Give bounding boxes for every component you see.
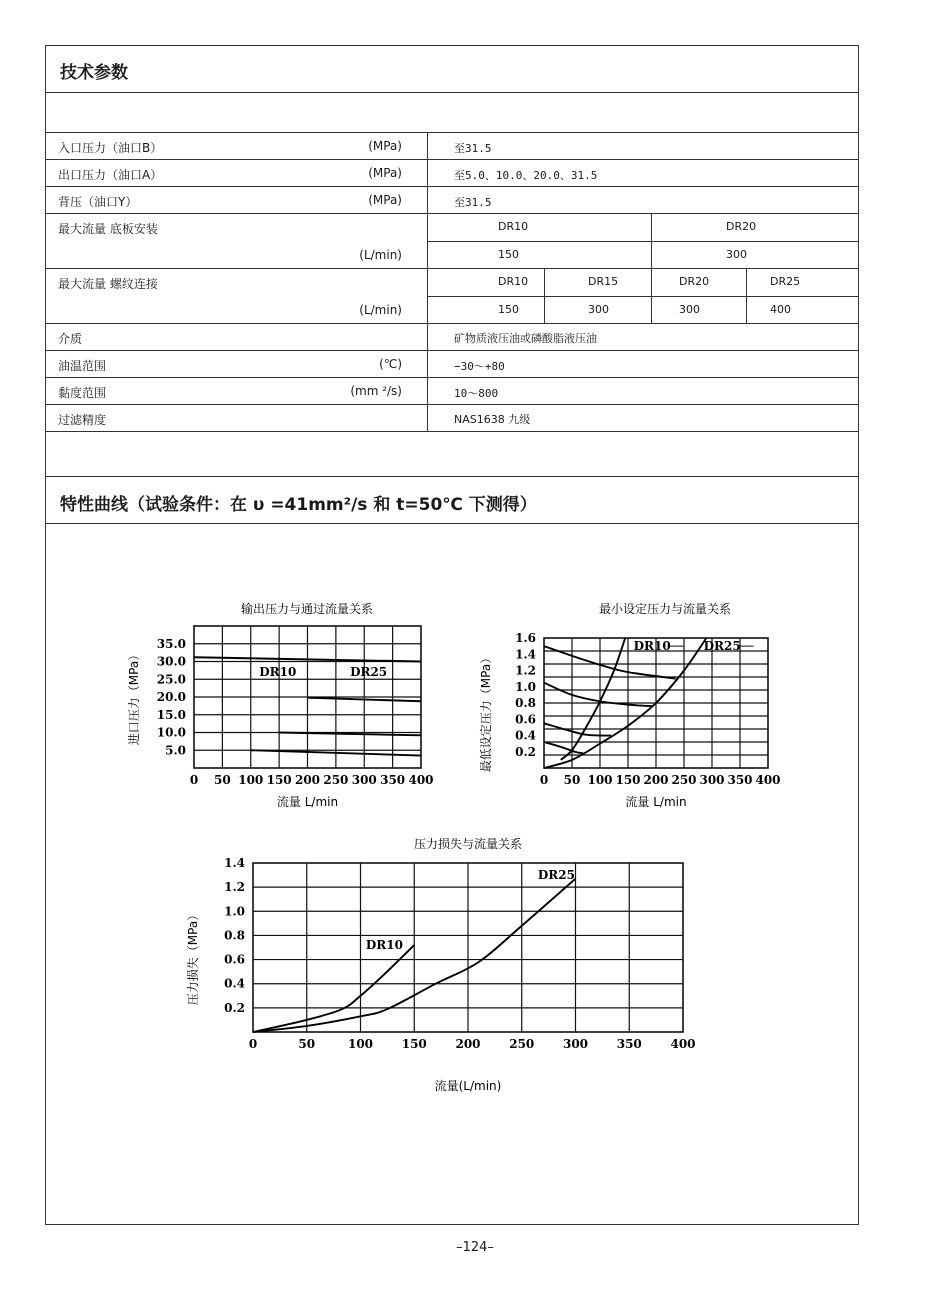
param-label: 油温范围 <box>58 359 107 373</box>
param-row <box>46 324 858 351</box>
param-label: 入口压力（油口B） <box>58 141 163 155</box>
y-axis-label: 压力损失（MPa） <box>186 908 200 1006</box>
x-tick-label: 200 <box>455 1037 481 1051</box>
section-header-tech-params <box>46 46 858 93</box>
x-tick-label: 350 <box>727 773 753 787</box>
y-axis-label: 最低设定压力（MPa） <box>479 651 493 773</box>
blank-row <box>46 93 858 133</box>
section-title: 技术参数 <box>60 63 128 83</box>
x-tick-label: 350 <box>380 773 406 787</box>
y-tick-label: 0.4 <box>515 728 536 743</box>
y-tick-label: 0.2 <box>224 1000 245 1015</box>
y-tick-label: 20.0 <box>156 690 186 704</box>
flow-threaded-row <box>46 269 858 324</box>
x-tick-label: 400 <box>670 1037 696 1051</box>
y-tick-label: 1.2 <box>515 663 536 678</box>
param-label: 过滤精度 <box>58 413 107 427</box>
x-tick-label: 50 <box>563 773 581 787</box>
y-tick-label: 1.2 <box>224 880 245 895</box>
flow-value-cell: 300 <box>651 241 858 268</box>
model-cell: DR25 400 <box>746 269 858 323</box>
x-tick-label: 200 <box>294 773 321 787</box>
x-tick-label: 350 <box>616 1037 642 1051</box>
y-tick-label: 0.8 <box>224 928 245 943</box>
y-tick-label: 5.0 <box>165 743 186 758</box>
y-tick-label: 25.0 <box>156 672 186 687</box>
x-tick-label: 400 <box>755 773 781 787</box>
param-row <box>46 133 858 160</box>
x-axis-label: 流量(L/min) <box>434 1079 502 1093</box>
y-tick-label: 1.4 <box>224 856 245 870</box>
series-label: DR10 <box>365 938 403 953</box>
y-tick-label: 0.4 <box>224 976 245 991</box>
model-cell: DR20 <box>651 214 858 241</box>
param-unit: (L/min) <box>359 248 402 262</box>
x-tick-label: 100 <box>238 773 264 787</box>
x-tick-label: 250 <box>671 773 697 787</box>
param-label: 背压（油口Y） <box>58 195 138 209</box>
param-row <box>46 187 858 214</box>
x-tick-label: 50 <box>298 1037 316 1051</box>
x-axis-label: 流量 L/min <box>625 795 687 809</box>
series-label: DR10 <box>259 665 297 680</box>
series-label: DR25 <box>350 665 388 680</box>
param-value: 至31.5 <box>454 142 492 155</box>
x-tick-label: 0 <box>539 773 549 787</box>
param-value: 10～800 <box>454 387 499 400</box>
x-tick-label: 300 <box>699 773 725 787</box>
model-cell: DR10 <box>498 220 529 233</box>
param-unit: (MPa) <box>368 193 402 207</box>
chart-title: 最小设定压力与流量关系 <box>598 602 732 616</box>
chart-title: 压力损失与流量关系 <box>413 837 523 851</box>
datasheet-frame <box>45 45 859 1225</box>
x-tick-label: 150 <box>401 1037 427 1051</box>
y-tick-label: 30.0 <box>156 654 186 669</box>
flow-value-cell: 150 <box>498 248 519 261</box>
y-tick-label: 0.6 <box>224 952 245 967</box>
series-label: DR25 <box>537 868 575 883</box>
param-row <box>46 351 858 378</box>
param-label: 介质 <box>58 332 83 346</box>
y-tick-label: 0.2 <box>515 744 536 759</box>
series-label: DR10 <box>633 639 671 654</box>
param-label: 出口压力（油口A） <box>58 168 163 182</box>
y-tick-label: 15.0 <box>156 707 186 722</box>
x-tick-label: 0 <box>248 1037 258 1051</box>
model-cell: DR10 150 <box>498 275 529 316</box>
y-tick-label: 1.6 <box>515 631 536 645</box>
param-value: 至31.5 <box>454 196 492 209</box>
param-unit: (mm ²/s) <box>350 384 402 398</box>
y-tick-label: 0.8 <box>515 696 536 710</box>
flow-subplate-row <box>46 214 858 269</box>
param-value: 矿物质液压油或磷酸脂液压油 <box>454 332 597 345</box>
param-value: 至5.0、10.0、20.0、31.5 <box>454 169 598 182</box>
model-cell: DR15 300 <box>544 269 651 323</box>
x-tick-label: 250 <box>509 1037 535 1051</box>
param-row <box>46 160 858 187</box>
x-tick-label: 100 <box>587 773 613 787</box>
y-tick-label: 0.6 <box>515 712 536 727</box>
y-tick-label: 1.0 <box>224 904 245 919</box>
x-tick-label: 0 <box>189 773 199 787</box>
x-axis-label: 流量 L/min <box>276 795 339 809</box>
param-unit: (L/min) <box>359 303 402 317</box>
page-number: –124– <box>456 1240 494 1255</box>
y-axis-label: 进口压力（MPa） <box>127 648 141 746</box>
x-tick-label: 50 <box>214 773 231 787</box>
x-tick-label: 150 <box>615 773 641 787</box>
x-tick-label: 400 <box>408 773 434 787</box>
chart-title: 输出压力与通过流量关系 <box>240 602 374 616</box>
x-tick-label: 300 <box>562 1037 589 1051</box>
x-tick-label: 250 <box>323 773 349 787</box>
section-header-curves <box>46 477 858 524</box>
param-label: 最大流量 底板安装 <box>58 222 158 236</box>
param-row <box>46 405 858 432</box>
param-unit: (MPa) <box>368 139 402 153</box>
y-tick-label: 1.4 <box>515 647 536 662</box>
y-tick-label: 35.0 <box>156 636 186 651</box>
param-row <box>46 378 858 405</box>
y-tick-label: 1.0 <box>515 679 536 694</box>
x-tick-label: 100 <box>347 1037 374 1051</box>
param-label: 黏度范围 <box>58 386 107 400</box>
x-tick-label: 200 <box>643 773 669 787</box>
param-unit: (MPa) <box>368 166 402 180</box>
x-tick-label: 150 <box>266 773 292 787</box>
series-label: DR25 <box>703 639 741 654</box>
blank-row <box>46 432 858 477</box>
x-tick-label: 300 <box>351 773 377 787</box>
param-value: −30～+80 <box>454 360 505 373</box>
model-cell: DR20 300 <box>651 269 746 323</box>
param-unit: (℃) <box>379 357 402 371</box>
section-title: 特性曲线（试验条件：在 υ =41mm²/s 和 t=50℃ 下测得） <box>60 495 537 515</box>
param-value: NAS1638 九级 <box>454 413 531 426</box>
param-label: 最大流量 螺纹连接 <box>58 277 158 291</box>
y-tick-label: 10.0 <box>156 725 186 740</box>
